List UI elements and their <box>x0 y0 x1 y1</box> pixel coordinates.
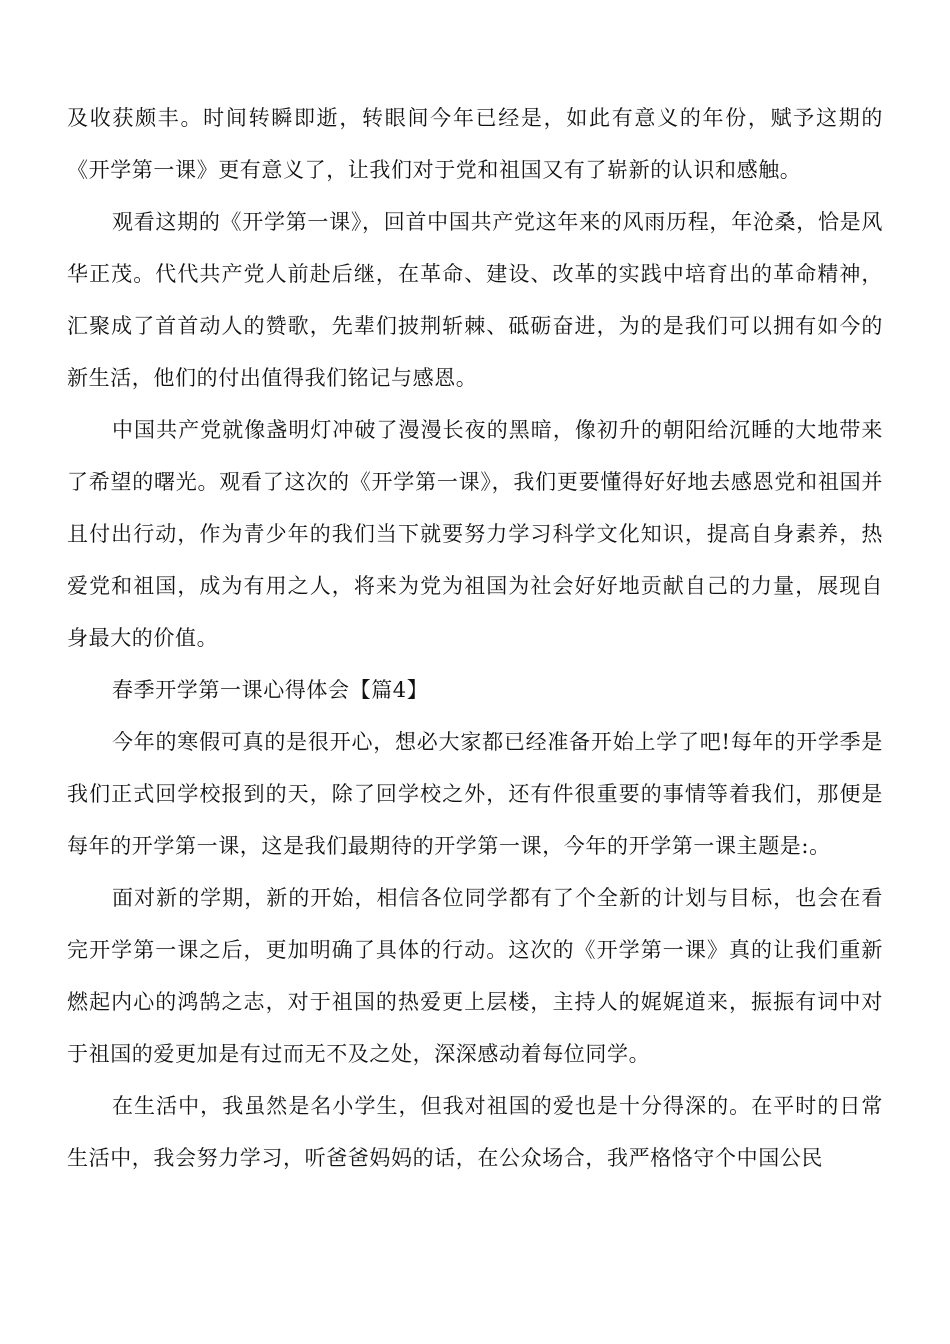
paragraph-continuation: 及收获颇丰。时间转瞬即逝，转眼间今年已经是，如此有意义的年份，赋予这期的《开学第一课》更有意义了，让我们对于党和祖国又有了崭新的认识和感触。 <box>67 106 883 182</box>
paragraph: 中国共产党就像盏明灯冲破了漫漫长夜的黑暗，像初升的朝阳给沉睡的大地带来了希望的曙光。观看了这次的《开学第一课》，我们更要懂得好好地去感恩党和祖国并且付出行动，作为青少年的我们当下就要努力学习科学文化知识，提高自身素养，热爱党和祖国，成为有用之人，将来为党为祖国为社会好好地贡献自己的力量，展现自身最大的价值。 <box>67 418 883 650</box>
paragraph: 面对新的学期，新的开始，相信各位同学都有了个全新的计划与目标，也会在看完开学第一课之后，更加明确了具体的行动。这次的《开学第一课》真的让我们重新燃起内心的鸿鹄之志，对于祖国的热爱更上层楼，主持人的娓娓道来，振振有词中对于祖国的爱更加是有过而无不及之处，深深感动着每位同学。 <box>67 886 883 1066</box>
document-body <box>67 92 883 1184</box>
paragraph: 在生活中，我虽然是名小学生，但我对祖国的爱也是十分得深的。在平时的日常生活中，我会努力学习，听爸爸妈妈的话，在公众场合，我严格恪守个中国公民 <box>67 1094 883 1170</box>
section-heading: 春季开学第一课心得体会【篇4】 <box>112 678 429 702</box>
paragraph: 观看这期的《开学第一课》，回首中国共产党这年来的风雨历程，年沧桑，恰是风华正茂。代代共产党人前赴后继，在革命、建设、改革的实践中培育出的革命精神，汇聚成了首首动人的赞歌，先辈们披荆斩棘、砥砺奋进，为的是我们可以拥有如今的新生活，他们的付出值得我们铭记与感恩。 <box>67 210 883 390</box>
paragraph: 今年的寒假可真的是很开心，想必大家都已经准备开始上学了吧!每年的开学季是我们正式回学校报到的天，除了回学校之外，还有件很重要的事情等着我们，那便是每年的开学第一课，这是我们最期待的开学第一课，今年的开学第一课主题是:。 <box>67 730 883 858</box>
